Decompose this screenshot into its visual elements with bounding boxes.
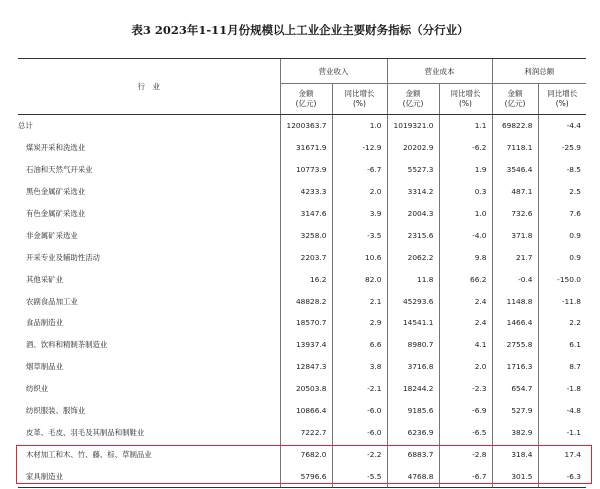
profit-growth: -11.8 — [538, 290, 586, 312]
cost-amount: 20202.9 — [387, 137, 439, 159]
cost-amount: 45293.6 — [387, 290, 439, 312]
table-row — [18, 290, 586, 312]
revenue-amount: 16.2 — [280, 268, 332, 290]
row-name: 家具制造业 — [18, 465, 280, 487]
row-name: 皮革、毛皮、羽毛及其制品和制鞋业 — [26, 427, 145, 437]
revenue-amount: 3147.6 — [280, 203, 332, 225]
cost-growth: -2.3 — [439, 378, 492, 400]
revenue-growth: -5.5 — [332, 465, 387, 487]
header-profit: 利润总额 — [492, 59, 586, 84]
profit-amount: 654.7 — [492, 378, 538, 400]
table-row — [18, 203, 586, 225]
profit-growth: -6.3 — [538, 465, 586, 487]
revenue-growth: 3.8 — [332, 356, 387, 378]
row-name: 煤炭开采和洗选业 — [26, 143, 86, 153]
cost-growth: 9.8 — [439, 246, 492, 268]
row-name: 木材加工和木、竹、藤、棕、草制品业 — [26, 449, 152, 459]
table-row — [18, 443, 586, 465]
row-name: 石油和天然气开采业 — [26, 165, 93, 175]
profit-amount: 301.5 — [492, 465, 538, 487]
profit-amount: 371.8 — [492, 224, 538, 246]
cost-growth: 2.4 — [439, 290, 492, 312]
row-name: 食品制造业 — [26, 318, 63, 328]
profit-growth: 2.5 — [538, 181, 586, 203]
cost-growth: 2.0 — [439, 356, 492, 378]
table-title: 表3 2023年1-11月份规模以上工业企业主要财务指标（分行业） — [131, 23, 469, 37]
profit-amount: 487.1 — [492, 181, 538, 203]
profit-amount: 318.4 — [492, 443, 538, 465]
revenue-amount: 20503.8 — [280, 378, 332, 400]
cost-amount: 11.8 — [387, 268, 439, 290]
revenue-growth: 82.0 — [332, 268, 387, 290]
row-name: 酒、饮料和精制茶制造业 — [26, 340, 108, 350]
revenue-growth: 1.0 — [332, 115, 387, 137]
profit-growth: 7.6 — [538, 203, 586, 225]
profit-growth: -1.1 — [538, 421, 586, 443]
cost-growth: -6.9 — [439, 400, 492, 422]
profit-amount: 69822.8 — [492, 115, 538, 137]
row-name: 纺织业 — [26, 384, 49, 394]
table-row — [18, 312, 586, 334]
revenue-growth: -2.1 — [332, 378, 387, 400]
revenue-amount: 10773.9 — [280, 159, 332, 181]
revenue-amount: 2203.7 — [280, 246, 332, 268]
cost-amount: 2315.6 — [387, 224, 439, 246]
revenue-growth: -2.2 — [332, 443, 387, 465]
profit-growth: 2.2 — [538, 312, 586, 334]
revenue-amount: 48828.2 — [280, 290, 332, 312]
cost-amount: 6883.7 — [387, 443, 439, 465]
profit-amount: 1148.8 — [492, 290, 538, 312]
cost-amount: 3716.8 — [387, 356, 439, 378]
profit-growth: -4.8 — [538, 400, 586, 422]
profit-growth: -8.5 — [538, 159, 586, 181]
revenue-amount: 10866.4 — [280, 400, 332, 422]
revenue-amount: 4233.3 — [280, 181, 332, 203]
cost-growth: 66.2 — [439, 268, 492, 290]
profit-amount: 1716.3 — [492, 356, 538, 378]
table-row — [18, 421, 586, 443]
revenue-growth: 2.1 — [332, 290, 387, 312]
profit-amount: 7118.1 — [492, 137, 538, 159]
profit-growth: -4.4 — [538, 115, 586, 137]
cost-growth: -4.0 — [439, 224, 492, 246]
table-row — [18, 400, 586, 422]
header-revenue: 营业收入 — [280, 59, 387, 84]
profit-growth: 6.1 — [538, 334, 586, 356]
cost-growth: 0.3 — [439, 181, 492, 203]
header-cost-amount: 金额 (亿元) — [387, 84, 439, 115]
table-row — [18, 268, 586, 290]
row-name: 开采专业及辅助性活动 — [26, 252, 100, 262]
cost-amount: 14541.1 — [387, 312, 439, 334]
header-revenue-amount: 金额 (亿元) — [280, 84, 332, 115]
cost-amount: 1019321.0 — [387, 115, 439, 137]
cost-growth: -2.8 — [439, 443, 492, 465]
table-row — [18, 246, 586, 268]
profit-amount: 3546.4 — [492, 159, 538, 181]
profit-amount: 527.9 — [492, 400, 538, 422]
header-industry: 行 业 — [18, 59, 280, 115]
cost-amount: 8980.7 — [387, 334, 439, 356]
cost-amount: 18244.2 — [387, 378, 439, 400]
cost-amount: 6236.9 — [387, 421, 439, 443]
row-name: 黑色金属矿采选业 — [26, 187, 86, 197]
profit-amount: -0.4 — [492, 268, 538, 290]
revenue-growth: 6.6 — [332, 334, 387, 356]
profit-growth: -150.0 — [538, 268, 586, 290]
profit-growth: -1.8 — [538, 378, 586, 400]
revenue-growth: 3.9 — [332, 203, 387, 225]
revenue-growth: -6.7 — [332, 159, 387, 181]
financial-indicators-table — [18, 58, 586, 488]
revenue-amount: 7222.7 — [280, 421, 332, 443]
revenue-amount: 12847.3 — [280, 356, 332, 378]
profit-amount: 2755.8 — [492, 334, 538, 356]
profit-amount: 382.9 — [492, 421, 538, 443]
cost-amount: 9185.6 — [387, 400, 439, 422]
revenue-amount: 7682.0 — [280, 443, 332, 465]
revenue-growth: -12.9 — [332, 137, 387, 159]
revenue-growth: -3.5 — [332, 224, 387, 246]
cost-growth: 2.4 — [439, 312, 492, 334]
row-name: 烟草制品业 — [26, 362, 63, 372]
revenue-amount: 1200363.7 — [280, 115, 332, 137]
header-profit-growth: 同比增长 (%) — [538, 84, 586, 115]
table-row — [18, 465, 586, 487]
cost-amount: 5527.3 — [387, 159, 439, 181]
revenue-growth: 2.0 — [332, 181, 387, 203]
cost-growth: -6.5 — [439, 421, 492, 443]
profit-amount: 1466.4 — [492, 312, 538, 334]
table-row — [18, 224, 586, 246]
profit-growth: 0.9 — [538, 246, 586, 268]
profit-amount: 732.6 — [492, 203, 538, 225]
header-cost-growth: 同比增长 (%) — [439, 84, 492, 115]
revenue-growth: 2.9 — [332, 312, 387, 334]
profit-growth: -25.9 — [538, 137, 586, 159]
row-name: 总计 — [18, 121, 33, 131]
header-revenue-growth: 同比增长 (%) — [332, 84, 387, 115]
revenue-growth: 10.6 — [332, 246, 387, 268]
revenue-amount: 31671.9 — [280, 137, 332, 159]
table-row — [18, 137, 586, 159]
row-name: 非金属矿采选业 — [26, 230, 78, 240]
cost-growth: 1.9 — [439, 159, 492, 181]
row-name: 其他采矿业 — [26, 274, 63, 284]
profit-growth: 8.7 — [538, 356, 586, 378]
revenue-amount: 18570.7 — [280, 312, 332, 334]
table-row — [18, 115, 586, 137]
table-row — [18, 334, 586, 356]
cost-growth: 1.1 — [439, 115, 492, 137]
table-row — [18, 159, 586, 181]
row-name: 有色金属矿采选业 — [26, 209, 86, 218]
table-row — [18, 181, 586, 203]
cost-amount: 2062.2 — [387, 246, 439, 268]
cost-growth: -6.2 — [439, 137, 492, 159]
row-name: 纺织服装、服饰业 — [26, 406, 86, 416]
table-row — [18, 356, 586, 378]
profit-amount: 21.7 — [492, 246, 538, 268]
revenue-amount: 13937.4 — [280, 334, 332, 356]
cost-growth: 4.1 — [439, 334, 492, 356]
cost-amount: 2004.3 — [387, 203, 439, 225]
row-name: 农副食品加工业 — [26, 296, 78, 306]
revenue-growth: -6.0 — [332, 421, 387, 443]
header-profit-amount: 金额 (亿元) — [492, 84, 538, 115]
cost-amount: 3314.2 — [387, 181, 439, 203]
cost-growth: 1.0 — [439, 203, 492, 225]
profit-growth: 0.9 — [538, 224, 586, 246]
table-row — [18, 378, 586, 400]
profit-growth: 17.4 — [538, 443, 586, 465]
revenue-amount: 3258.0 — [280, 224, 332, 246]
cost-growth: -6.7 — [439, 465, 492, 487]
cost-amount: 4768.8 — [387, 465, 439, 487]
revenue-growth: -6.0 — [332, 400, 387, 422]
header-cost: 营业成本 — [387, 59, 492, 84]
revenue-amount: 5796.6 — [280, 465, 332, 487]
